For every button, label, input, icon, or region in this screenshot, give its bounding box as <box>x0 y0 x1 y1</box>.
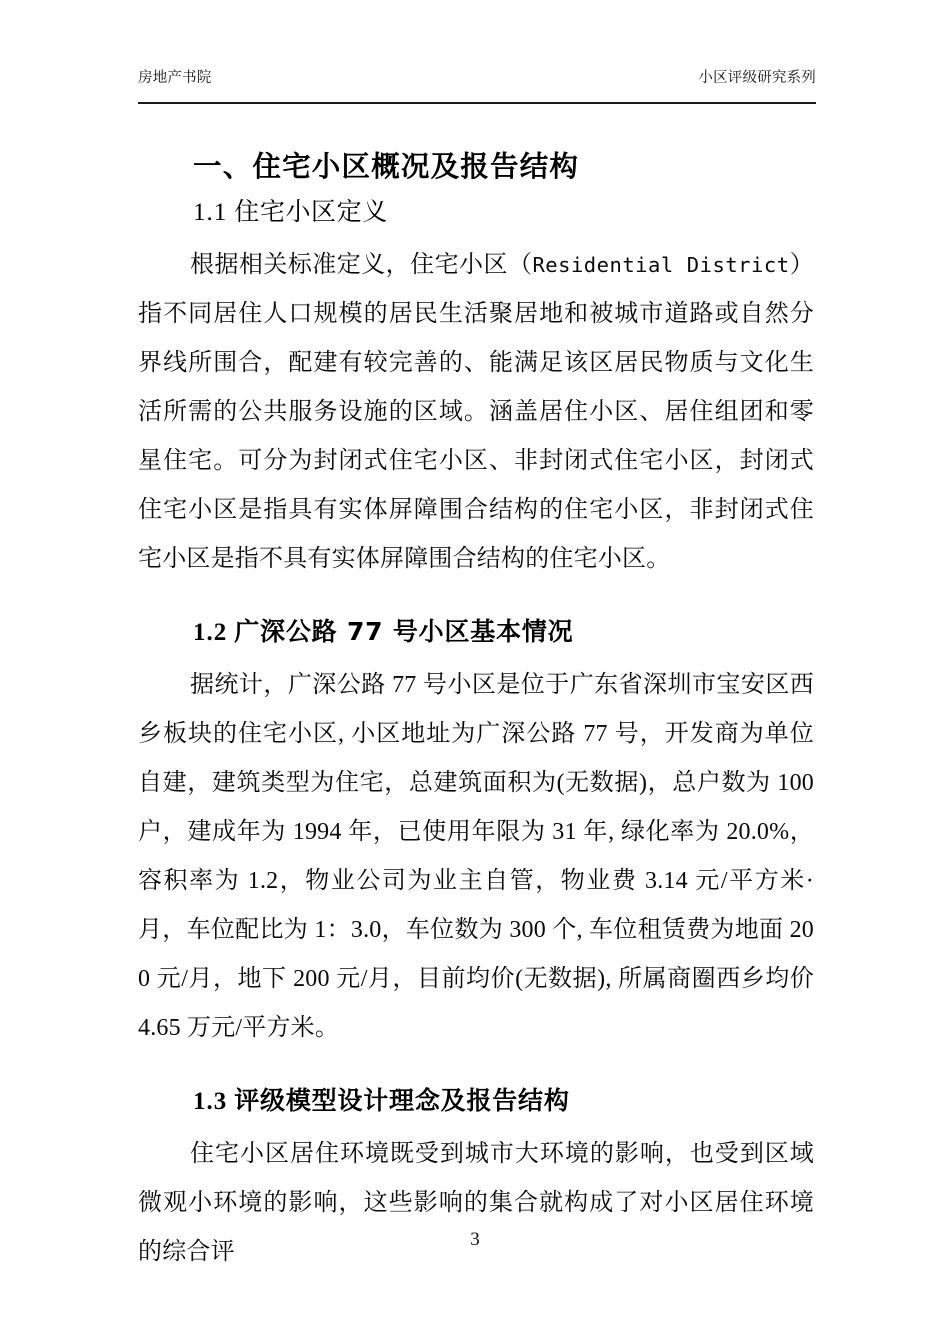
header-right-text: 小区评级研究系列 <box>698 70 816 86</box>
paragraph-1-3: 住宅小区居住环境既受到城市大环境的影响，也受到区域微观小环境的影响，这些影响的集合就构成了对小区居住环境的综合评 <box>138 1141 814 1265</box>
section-heading-1: 一、住宅小区概况及报告结构 <box>193 150 580 183</box>
subsection-number-1-1: 1.1 <box>193 199 228 226</box>
subsection-heading-1-3 <box>138 1079 814 1124</box>
subsection-heading-1-1 <box>138 190 814 235</box>
paragraph-1-2: 据统计，广深公路 77 号小区是位于广东省深圳市宝安区西乡板块的住宅小区, 小区地址为广深公路 77 号，开发商为单位自建，建筑类型为住宅，总建筑面积为(无数据)，总户数为 100 户，建成年为 1994 年，已使用年限为 31 年, 绿化率为 20.0%，容积率为 1.2，物业公司为业主自管，物业费 3.14 元/平方米·月，车位配比为 1：3.0，车位数为 300 个, 车位租赁费为地面 200 元/月，地下 200 元/月，目前均价(无数据), 所属商圈西乡均价 4.65 万元/平方米。 <box>138 672 814 1041</box>
header-left-text: 房地产书院 <box>138 70 212 86</box>
subsection-heading-1-2 <box>138 610 814 655</box>
page-number: 3 <box>470 1229 480 1250</box>
subsection-title-1-3: 评级模型设计理念及报告结构 <box>234 1086 570 1115</box>
spacer <box>138 1053 814 1079</box>
paragraph-1-1-english-term: Residential District <box>532 253 790 277</box>
page-content <box>138 128 814 1277</box>
subsection-number-1-3: 1.3 <box>193 1088 228 1115</box>
paragraph-1-1-part1: 根据相关标准定义，住宅小区（ <box>190 252 533 278</box>
paragraph-1-1-part2: ）指不同居住人口规模的居民生活聚居地和被城市道路或自然分界线所围合，配建有较完善的、能满足该区居民物质与文化生活所需的公共服务设施的区域。涵盖居住小区、居住组团和零星住宅。可分为封闭式住宅小区、非封闭式住宅小区，封闭式住宅小区是指具有实体屏障围合结构的住宅小区，非封闭式住宅小区是指不具有实体屏障围合结构的住宅小区。 <box>138 252 815 572</box>
running-header <box>138 68 816 104</box>
subsection-title-1-2: 广深公路 77 号小区基本情况 <box>234 617 574 646</box>
spacer <box>138 584 814 610</box>
subsection-title-1-1: 住宅小区定义 <box>234 197 388 226</box>
subsection-number-1-2: 1.2 <box>193 619 228 646</box>
paragraph-1-1 <box>138 241 814 584</box>
